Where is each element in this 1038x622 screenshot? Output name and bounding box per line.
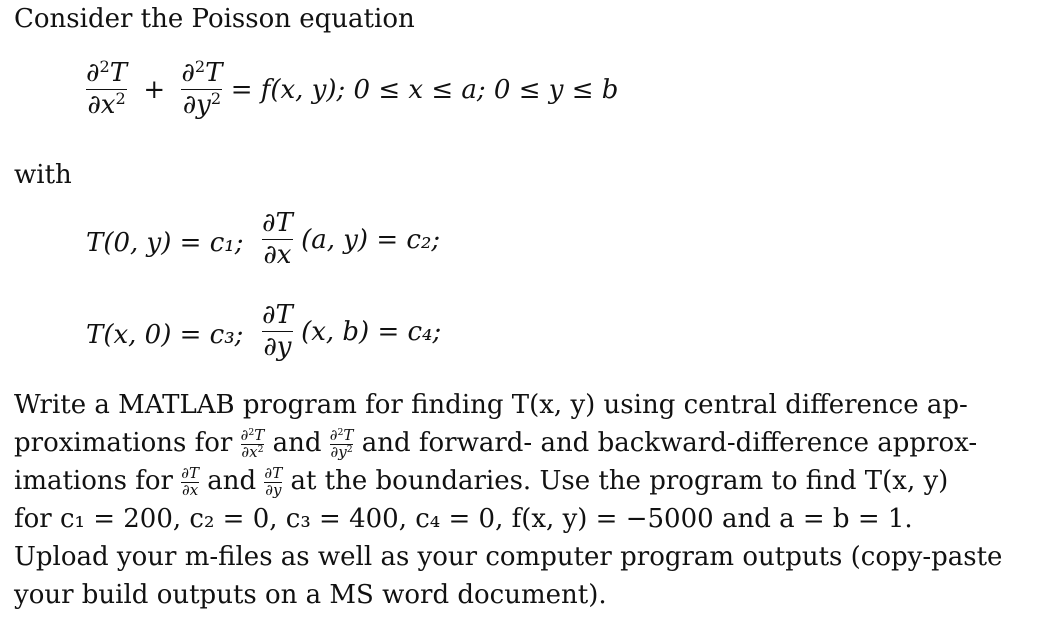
dT-dy-fraction: $\frac{\partial T}{\partial y}$ [262,300,293,363]
plus-sign: + [143,74,166,105]
task-line-4: for c₁ = 200, c₂ = 0, c₃ = 400, c₄ = 0, f(x, y) = −5000 and a = b = 1. [14,504,913,534]
inline-d2T-dy2: $\frac{\partial^2T}{\partial y^2}$ [329,425,354,461]
equation-rhs: = f(x, y); 0 ≤ x ≤ a; 0 ≤ y ≤ b [230,74,619,105]
task-line-1: Write a MATLAB program for finding T(x, y) using central difference ap- [14,390,968,420]
inline-dT-dy: $\frac{\partial T}{\partial y}$ [264,463,283,499]
task-line-3: imations for $\frac{\partial T}{\partial x}$ and $\frac{\partial T}{\partial y}$ at the boundaries. Use the program to find T(x, y) [14,463,949,499]
d2T-dx2-fraction: $\frac{\partial^2T}{\partial x^2}$ [86,57,128,121]
task-line-2: proximations for $\frac{\partial^2T}{\partial x^2}$ and $\frac{\partial^2T}{\partial y^2}$ and forward- and backward-difference approx- [14,425,978,461]
d2T-dy2-fraction: $\frac{\partial^2T}{\partial y^2}$ [181,57,223,121]
task-line-5: Upload your m-files as well as your computer program outputs (copy-paste [14,542,1003,572]
intro-text: Consider the Poisson equation [14,4,415,34]
bc-bottom: T(x, 0) = c₃; [86,320,244,350]
inline-d2T-dx2: $\frac{\partial^2T}{\partial x^2}$ [240,425,265,461]
bc-top: (x, b) = c₄; [301,316,442,347]
with-text: with [14,160,72,190]
bc-top-group [262,302,441,362]
inline-dT-dx: $\frac{\partial T}{\partial x}$ [181,463,199,499]
task-paragraph [14,386,1024,614]
poisson-equation [86,57,619,121]
bc-left: T(0, y) = c₁; [86,228,244,258]
dT-dx-fraction: $\frac{\partial T}{\partial x}$ [262,208,293,271]
task-line-6: your build outputs on a MS word document). [14,580,607,610]
bc-right-group [262,210,440,270]
bc-right: (a, y) = c₂; [301,224,441,255]
